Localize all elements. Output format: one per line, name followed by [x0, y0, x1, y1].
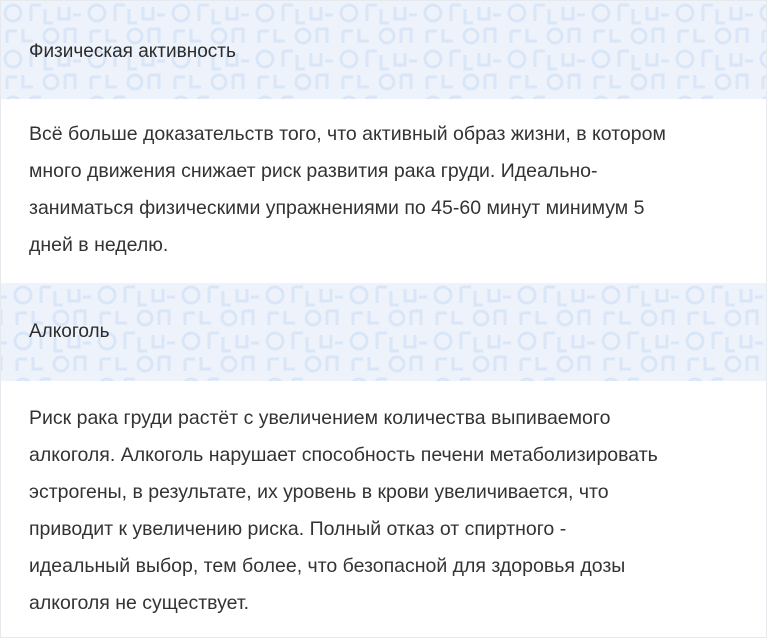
section-paragraph: Всё больше доказательств того, что активный образ жизни, в котором много движения снижает риск развития рака груди. Идеально- заниматься физическими упражнениями по 45-60 минут минимум 5 дней в неделю.: [29, 123, 666, 256]
section-body-physical-activity: [1, 99, 766, 283]
section-header-physical-activity: [1, 1, 766, 99]
section-paragraph: Риск рака груди растёт с увеличением количества выпиваемого алкоголя. Алкоголь нарушает способность печени метаболизировать эстрогены, в результате, их уровень в крови увеличивается, что приводит к увеличению риска. Полный отказ от спиртного - идеальный выбор, тем более, что безопасной для здоровья дозы алкоголя не существует.: [29, 407, 658, 614]
section-header-alcohol: [1, 283, 766, 381]
section-body-alcohol: [1, 381, 766, 637]
section-heading: Алкоголь: [29, 321, 110, 342]
section-heading: Физическая активность: [29, 41, 236, 62]
decorative-letter-pattern: [1, 283, 766, 381]
